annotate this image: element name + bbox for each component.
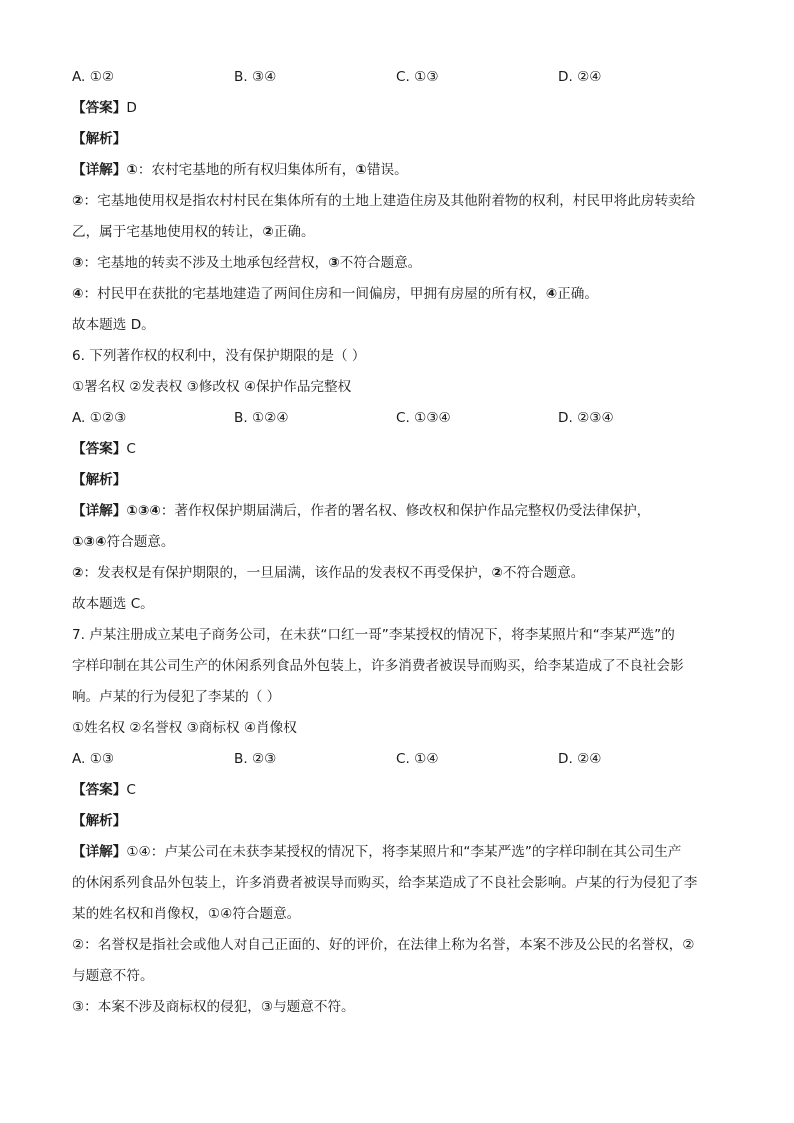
answer-tag: 【答案】 <box>72 100 127 116</box>
answer-value: C <box>126 782 136 798</box>
q7-option-a: A. ①③ <box>72 751 115 767</box>
q5-option-a: A. ①② <box>72 69 115 85</box>
q6-detail-1-cont: ①③④符合题意。 <box>72 534 175 550</box>
q6-conclusion: 故本题选 C。 <box>72 596 154 612</box>
q7-options <box>72 744 724 775</box>
q5-options <box>72 62 724 93</box>
q6-option-b: B. ①②④ <box>234 410 289 426</box>
q7-detail-1: 【详解】①④：卢某公司在未获李某授权的情况下，将李某照片和“李某严选”的字样印制在其公司生产 <box>72 844 682 860</box>
document-page <box>72 62 724 1023</box>
q7-answer <box>72 775 724 806</box>
q7-detail-1-cont1: 的休闲系列食品外包装上，许多消费者被误导而购买，给李某造成了不良社会影响。卢某的行为侵犯了李 <box>72 875 698 891</box>
analysis-tag: 【解析】 <box>72 813 127 829</box>
analysis-tag: 【解析】 <box>72 472 127 488</box>
q6-answer <box>72 434 724 465</box>
q5-answer <box>72 93 724 124</box>
q7-stem-1: 7. 卢某注册成立某电子商务公司，在未获“口红一哥”李某授权的情况下，将李某照片和“李某严选”的 <box>72 627 675 643</box>
q5-detail-3: ③：宅基地的转卖不涉及土地承包经营权，③不符合题意。 <box>72 255 422 271</box>
q5-conclusion: 故本题选 D。 <box>72 317 155 333</box>
q6-option-d: D. ②③④ <box>558 410 614 426</box>
q7-detail-2: ②：名誉权是指社会或他人对自己正面的、好的评价，在法律上称为名誉，本案不涉及公民的名誉权，② <box>72 937 695 953</box>
q7-detail-1-cont2: 某的姓名权和肖像权，①④符合题意。 <box>72 906 301 922</box>
q7-stem-2: 字样印制在其公司生产的休闲系列食品外包装上，许多消费者被误导而购买，给李某造成了不良社会影 <box>72 658 684 674</box>
q5-option-d: D. ②④ <box>558 69 602 85</box>
q7-analysis <box>72 806 724 837</box>
detail-tag: 【详解】 <box>72 162 127 178</box>
q6-analysis <box>72 465 724 496</box>
answer-value: D <box>126 100 137 116</box>
q5-detail-1: 【详解】①：农村宅基地的所有权归集体所有，①错误。 <box>72 162 408 178</box>
q6-detail-1: 【详解】①③④：著作权保护期届满后，作者的署名权、修改权和保护作品完整权仍受法律保护， <box>72 503 651 519</box>
q5-option-c: C. ①③ <box>396 69 439 85</box>
q6-option-c: C. ①③④ <box>396 410 451 426</box>
q7-option-c: C. ①④ <box>396 751 439 767</box>
q7-option-d: D. ②④ <box>558 751 602 767</box>
q7-items: ①姓名权 ②名誉权 ③商标权 ④肖像权 <box>72 720 297 736</box>
q6-options <box>72 403 724 434</box>
q5-detail-2-cont: 乙，属于宅基地使用权的转让，②正确。 <box>72 224 315 240</box>
q5-detail-2: ②：宅基地使用权是指农村村民在集体所有的土地上建造住房及其他附着物的权利，村民甲将此房转卖给 <box>72 193 696 209</box>
detail-tag: 【详解】 <box>72 503 127 519</box>
q5-option-b: B. ③④ <box>234 69 277 85</box>
q6-stem: 6. 下列著作权的权利中，没有保护期限的是（ ） <box>72 348 366 364</box>
q5-analysis <box>72 124 724 155</box>
q6-option-a: A. ①②③ <box>72 410 127 426</box>
q5-detail-4: ④：村民甲在获批的宅基地建造了两间住房和一间偏房，甲拥有房屋的所有权，④正确。 <box>72 286 598 302</box>
answer-tag: 【答案】 <box>72 782 127 798</box>
analysis-tag: 【解析】 <box>72 131 127 147</box>
q7-stem-3: 响。卢某的行为侵犯了李某的（ ） <box>72 689 281 705</box>
answer-tag: 【答案】 <box>72 441 127 457</box>
detail-tag: 【详解】 <box>72 844 127 860</box>
q6-detail-2: ②：发表权是有保护期限的，一旦届满，该作品的发表权不再受保护，②不符合题意。 <box>72 565 585 581</box>
q7-detail-3: ③：本案不涉及商标权的侵犯，③与题意不符。 <box>72 999 355 1015</box>
q7-option-b: B. ②③ <box>234 751 277 767</box>
answer-value: C <box>126 441 136 457</box>
q6-items: ①署名权 ②发表权 ③修改权 ④保护作品完整权 <box>72 379 352 395</box>
q7-detail-2-cont: 与题意不符。 <box>72 968 154 984</box>
